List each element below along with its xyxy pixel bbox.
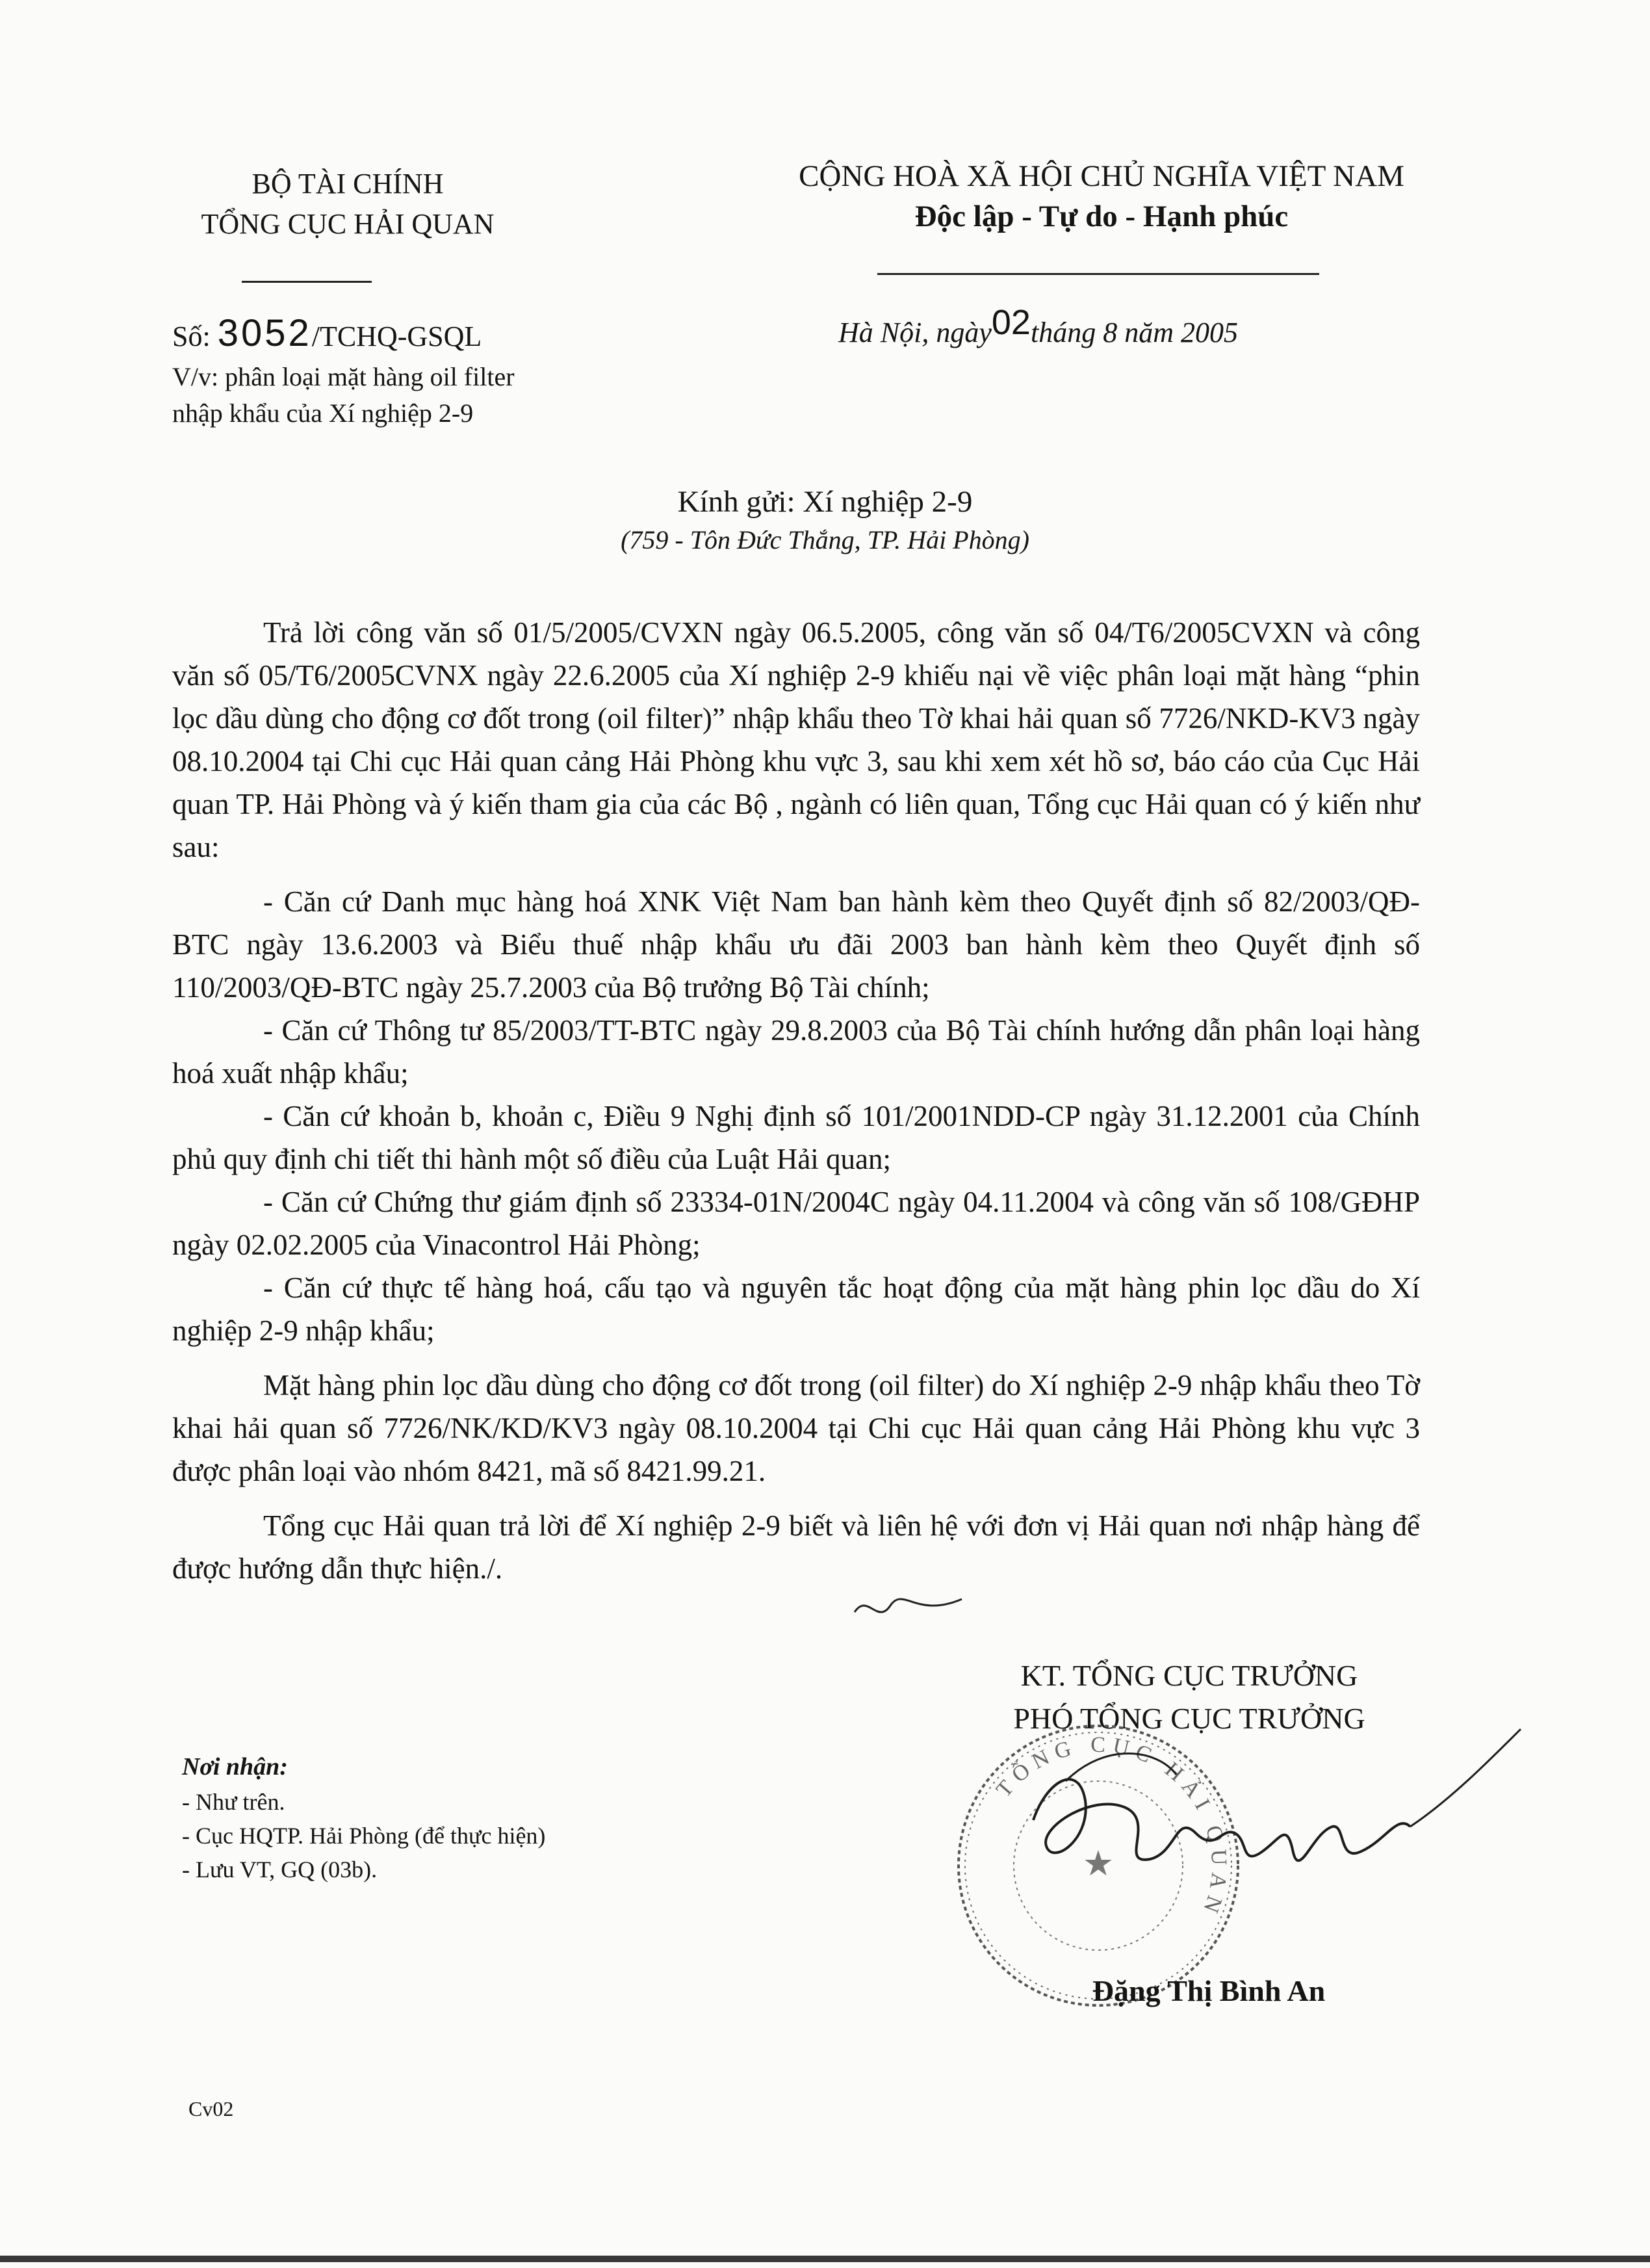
flourish-mark (851, 1586, 968, 1632)
nation-name: CỘNG HOÀ XÃ HỘI CHỦ NGHĨA VIỆT NAM (799, 159, 1404, 193)
department-name: TỔNG CỤC HẢI QUAN (201, 208, 495, 240)
date-month-year: tháng 8 năm 2005 (1030, 317, 1238, 348)
reference-number-value: 3052 (217, 312, 312, 354)
scan-bottom-edge (0, 2256, 1650, 2262)
footer-code: Cv02 (188, 2097, 234, 2120)
recipient-line-2: (759 - Tôn Đức Thắng, TP. Hải Phòng) (621, 525, 1029, 554)
legal-basis-1: - Căn cứ Danh mục hàng hoá XNK Việt Nam ban hành kèm theo Quyết định số 82/2003/QĐ- BTC ngày 13.6.2003 và Biểu thuế nhập khẩu ưu đãi 2003 ban hành kèm theo Quyết định số 110/2003/QĐ-BTC ngày 25.7.2003 của Bộ trưởng Bộ Tài chính; (172, 885, 1420, 1004)
handwritten-signature (1007, 1703, 1527, 1937)
ministry-name: BỘ TÀI CHÍNH (251, 168, 444, 200)
date-day: 02 (991, 303, 1031, 342)
recipients-heading: Nơi nhận: (182, 1753, 288, 1780)
recipient-item-2: - Cục HQTP. Hải Phòng (để thực hiện) (182, 1823, 546, 1849)
header-right (741, 156, 1462, 237)
signature-title-2: PHÓ TỔNG CỤC TRƯỞNG (1013, 1702, 1365, 1735)
motto: Độc lập - Tự do - Hạnh phúc (914, 200, 1289, 233)
reference-prefix: Số: (172, 320, 211, 352)
header-left (156, 164, 539, 244)
body-paragraph-3: Tổng cục Hải quan trả lời để Xí nghiệp 2-9 biết và liên hệ với đơn vị Hải quan nơi nhập hàng để được hướng dẫn thực hiện./. (172, 1509, 1420, 1585)
svg-text:TỔNG CỤC HẢI QUAN: TỔNG CỤC HẢI QUAN (992, 1732, 1231, 1922)
recipient-item-3: - Lưu VT, GQ (03b). (182, 1857, 378, 1883)
recipient-line-1: Kính gửi: Xí nghiệp 2-9 (677, 485, 973, 519)
svg-text:★: ★ (1082, 1843, 1115, 1884)
body-paragraph-2: Mặt hàng phin lọc dầu dùng cho động cơ đốt trong (oil filter) do Xí nghiệp 2-9 nhập khẩu theo Tờ khai hải quan số 7726/NK/KD/KV3 ngày 08.10.2004 tại Chi cục Hải quan cảng Hải Phòng khu vực 3 được phân loại vào nhóm 8421, mã số 8421.99.21. (172, 1369, 1420, 1487)
signature-title-1: KT. TỔNG CỤC TRƯỞNG (1020, 1659, 1358, 1692)
recipients-block (182, 1749, 545, 1886)
date-line (838, 303, 1238, 354)
legal-basis-5: - Căn cứ thực tế hàng hoá, cấu tạo và nguyên tắc hoạt động của mặt hàng phin lọc dầu do Xí nghiệp 2-9 nhập khẩu; (172, 1271, 1420, 1347)
letter-body (172, 611, 1420, 1590)
subject-line-2: nhập khẩu của Xí nghiệp 2-9 (172, 398, 474, 428)
recipient-item-1: - Như trên. (182, 1789, 285, 1815)
recipient-block (0, 481, 1650, 558)
reference-number (172, 311, 482, 359)
signer-name: Đặng Thị Bình An (1092, 1974, 1326, 2007)
legal-basis-3: - Căn cứ khoản b, khoản c, Điều 9 Nghị định số 101/2001NDD-CP ngày 31.12.2001 của Chính phủ quy định chi tiết thi hành một số điều của Luật Hải quan; (172, 1100, 1420, 1175)
legal-basis-2: - Căn cứ Thông tư 85/2003/TT-BTC ngày 29.8.2003 của Bộ Tài chính hướng dẫn phân loại hàng hoá xuất nhập khẩu; (172, 1014, 1420, 1089)
date-place: Hà Nội, ngày (838, 317, 992, 348)
header-left-rule (242, 281, 372, 283)
subject (172, 359, 515, 432)
body-paragraph-1: Trả lời công văn số 01/5/2005/CVXN ngày 06.5.2005, công văn số 04/T6/2005CVXN và công văn số 05/T6/2005CVNX ngày 22.6.2005 của Xí nghiệp 2-9 khiếu nại về việc phân loại mặt hàng “phin lọc dầu dùng cho động cơ đốt trong (oil filter)” nhập khẩu theo Tờ khai hải quan số 7726/NKD-KV3 ngày 08.10.2004 tại Chi cục Hải quan cảng Hải Phòng khu vực 3, sau khi xem xét hồ sơ, báo cáo của Cục Hải quan TP. Hải Phòng và ý kiến tham gia của các Bộ , ngành có liên quan, Tổng cục Hải quan có ý kiến như sau: (172, 616, 1420, 863)
header-right-rule (877, 273, 1319, 275)
subject-line-1: V/v: phân loại mặt hàng oil filter (172, 362, 515, 391)
legal-basis-4: - Căn cứ Chứng thư giám định số 23334-01N/2004C ngày 04.11.2004 và công văn số 108/GĐHP ngày 02.02.2005 của Vinacontrol Hải Phòng; (172, 1186, 1420, 1261)
reference-suffix: /TCHQ-GSQL (311, 320, 482, 352)
